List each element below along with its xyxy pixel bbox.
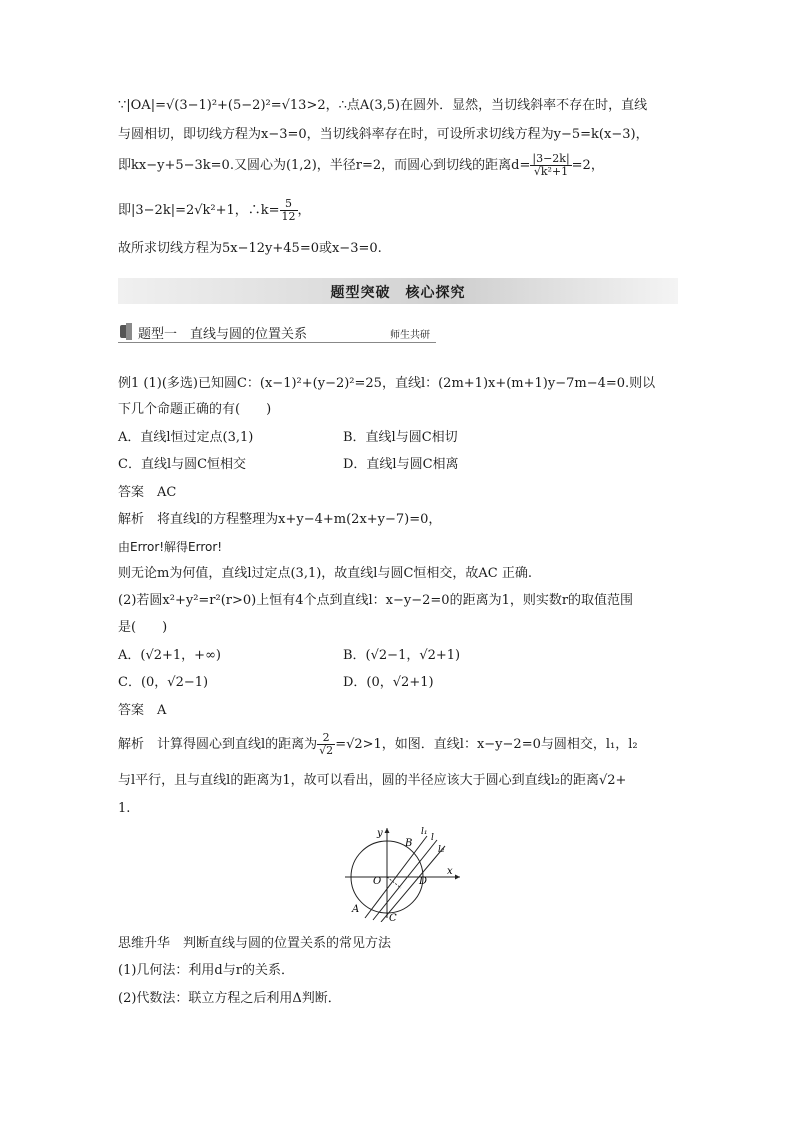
q1-option-d: D．直线l与圆C相离 (343, 457, 459, 472)
q2-line-1: (2)若圆x²+y²=r²(r>0)上恒有4个点到直线l：x−y−2=0的距离为1，则实数r的取值范围 (118, 593, 634, 608)
y-axis-arrow (385, 828, 390, 833)
label-l2: l₂ (438, 845, 445, 855)
q2-line-c: 1. (118, 801, 131, 816)
k-fraction (280, 198, 298, 223)
fraction-numerator: |3−2k| (532, 152, 570, 165)
fraction-denominator: √2 (319, 744, 334, 757)
solution-line-3 (118, 153, 604, 179)
q1-line-2: 下几个命题正确的有( ) (118, 402, 272, 417)
summary-item-2: (2)代数法：联立方程之后利用Δ判断． (118, 991, 341, 1006)
q1-analysis: 解析 将直线l的方程整理为x+y−4+m(2x+y−7)=0， (118, 512, 442, 527)
q2-option-a: A．(√2+1，+∞) (118, 648, 221, 663)
type-header-title: 题型一 直线与圆的位置关系 (138, 327, 308, 342)
bookmark-icon-accent (126, 323, 132, 340)
solution-line-4-text: 即|3−2k|=2√k²+1，∴k= (118, 203, 280, 218)
q2-answer: 答案 A (118, 703, 167, 718)
label-d: D (419, 876, 428, 887)
q1-option-b: B．直线l与圆C相切 (343, 430, 458, 445)
banner-title: 题型突破 核心探究 (330, 285, 466, 301)
q2-line-b: 与l平行，且与直线l的距离为1，故可以看出，圆的半径应该大于圆心到直线l₂的距离√2+ (118, 773, 627, 788)
q2-option-c: C．(0，√2−1) (118, 675, 209, 690)
summary-title: 思维升华 判断直线与圆的位置关系的常见方法 (118, 936, 392, 951)
solution-line-4 (118, 198, 311, 224)
q1-option-c: C．直线l与圆C恒相交 (118, 457, 247, 472)
q1-option-a: A．直线l恒过定点(3,1) (118, 430, 254, 445)
circle-line-figure (335, 822, 465, 922)
q2-analysis (118, 731, 638, 759)
summary-item-1: (1)几何法：利用d与r的关系． (118, 963, 294, 978)
fraction-denominator: √k²+1 (533, 165, 569, 178)
label-a: A (352, 904, 360, 915)
fraction-numerator: 5 (280, 198, 298, 211)
q2-distance-fraction (317, 732, 335, 757)
label-c: C (389, 913, 397, 922)
q1-line-1: 例1 (1)(多选)已知圆C：(x−1)²+(y−2)²=25，直线l：(2m+1)x+(m+1)y−7m−4=0.则以 (118, 376, 656, 391)
q2-option-b: B．(√2−1，√2+1) (343, 648, 461, 663)
distance-fraction (530, 153, 571, 178)
type-header (118, 322, 436, 343)
solution-line-4-tail: ， (297, 203, 311, 218)
solution-line-1: ∵|OA|=√(3−1)²+(5−2)²=√13>2，∴点A(3,5)在圆外．显然，当切线斜率不存在时，直线 (118, 98, 648, 113)
x-axis-arrow (455, 875, 460, 880)
fraction-numerator: 2 (317, 732, 335, 745)
q2-option-d: D．(0，√2+1) (343, 675, 434, 690)
solution-line-5: 故所求切线方程为5x−12y+45=0或x−3=0. (118, 241, 382, 256)
label-l: l (431, 833, 434, 843)
q2-analysis-tail: =√2>1，如图．直线l：x−y−2=0与圆相交，l₁，l₂ (335, 737, 638, 752)
solution-line-3-tail: =2， (571, 158, 604, 173)
q1-error-line: 由Error!解得Error! (118, 540, 223, 554)
q1-conclusion: 则无论m为何值，直线l过定点(3,1)，故直线l与圆C恒相交，故AC 正确. (118, 566, 533, 581)
label-o: O (373, 876, 382, 887)
q2-line-2: 是( ) (118, 620, 168, 635)
solution-line-2: 与圆相切，即切线方程为x−3=0，当切线斜率存在时，可设所求切线方程为y−5=k(x−3)， (118, 127, 649, 142)
q1-answer: 答案 AC (118, 485, 177, 500)
label-x: x (447, 866, 453, 877)
solution-line-3-text: 即kx−y+5−3k=0.又圆心为(1,2)，半径r=2，而圆心到切线的距离d= (118, 158, 531, 173)
label-y: y (377, 828, 383, 839)
section-banner (118, 278, 678, 304)
type-header-side: 师生共研 (390, 330, 430, 341)
fraction-denominator: 12 (281, 210, 296, 223)
label-l1: l₁ (421, 827, 428, 837)
q2-analysis-text: 解析 计算得圆心到直线l的距离为 (118, 737, 318, 752)
label-b: B (405, 838, 413, 849)
